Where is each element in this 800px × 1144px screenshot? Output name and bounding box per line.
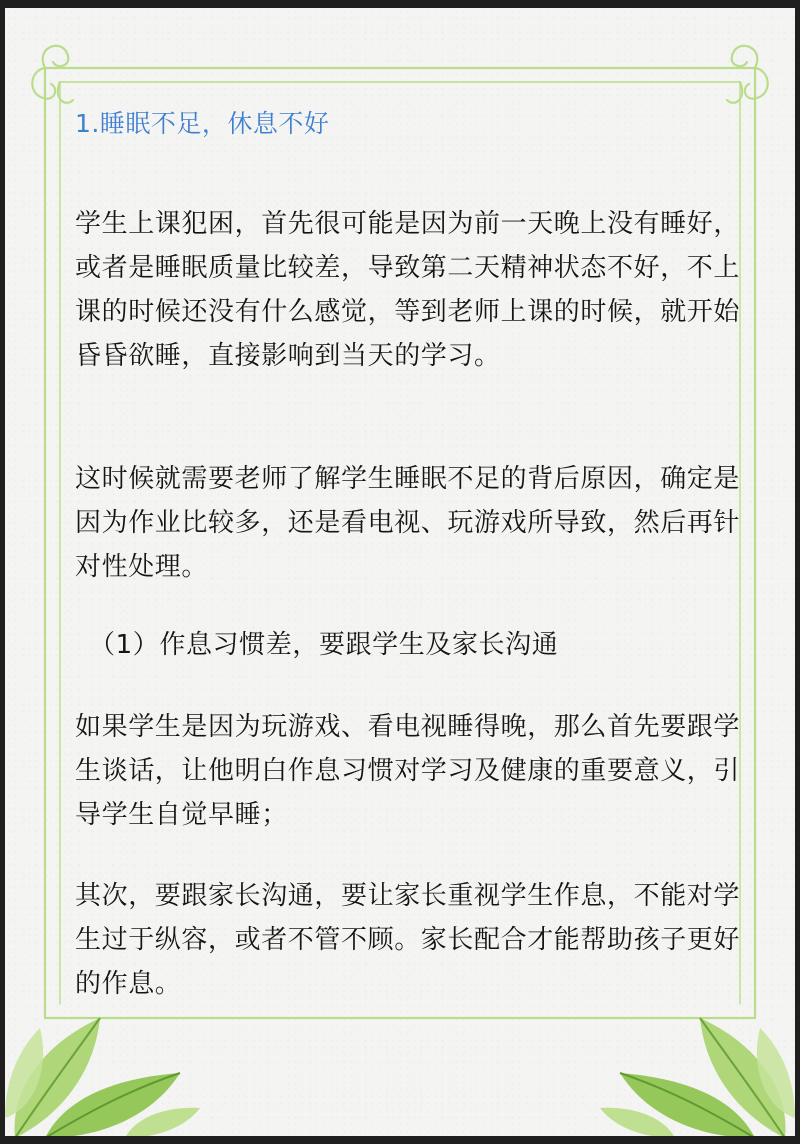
paragraph-sleep-cause: 学生上课犯困，首先很可能是因为前一天晚上没有睡好，或者是睡眠质量比较差，导致第二天精神状态不好，不上课的时候还没有什么感觉，等到老师上课的时候，就开始昏昏欲睡，直接影响到当天的学习。 (75, 209, 741, 371)
paragraph-talk-student: 如果学生是因为玩游戏、看电视睡得晚，那么首先要跟学生谈话，让他明白作息习惯对学习及健康的重要意义，引导学生自觉早睡； (75, 712, 741, 830)
leaf-decoration-left (5, 998, 205, 1136)
subheading-routine: （1）作息习惯差，要跟学生及家长沟通 (89, 630, 559, 660)
section-heading: 1.睡眠不足，休息不好 (75, 109, 330, 138)
document-page (5, 8, 795, 1136)
leaf-decoration-right (595, 998, 795, 1136)
paragraph-find-reason: 这时候就需要老师了解学生睡眠不足的背后原因，确定是因为作业比较多，还是看电视、玩游戏所导致，然后再针对性处理。 (75, 464, 741, 582)
paragraph-talk-parents: 其次，要跟家长沟通，要让家长重视学生作息，不能对学生过于纵容，或者不管不顾。家长配合才能帮助孩子更好的作息。 (75, 881, 741, 999)
